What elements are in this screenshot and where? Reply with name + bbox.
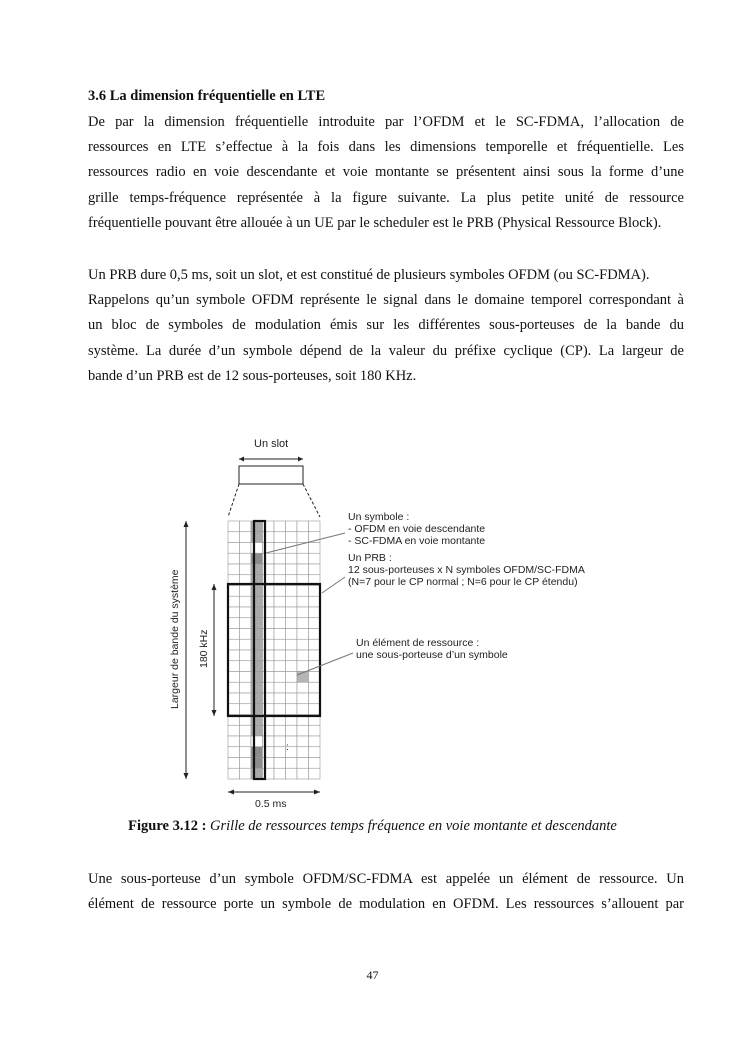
grid-cell <box>286 768 298 779</box>
slot-guide-right <box>303 484 320 517</box>
grid-cell <box>297 736 309 747</box>
grid-cell <box>309 629 321 640</box>
grid-cell <box>251 607 263 618</box>
grid-cell <box>274 650 286 661</box>
grid-cell <box>309 747 321 758</box>
duration-label: 0.5 ms <box>255 798 287 810</box>
grid-cell <box>228 768 240 779</box>
grid-cell <box>274 553 286 564</box>
grid-cell <box>274 618 286 629</box>
grid-cell <box>228 704 240 715</box>
grid-cell <box>297 747 309 758</box>
grid-cell <box>228 596 240 607</box>
grid-cell <box>297 586 309 597</box>
grid-cell <box>274 672 286 683</box>
grid-cell <box>240 553 252 564</box>
grid-cell <box>251 758 263 769</box>
grid-cell <box>240 682 252 693</box>
grid-cell <box>228 693 240 704</box>
grid-cell <box>274 586 286 597</box>
grid-cell <box>274 693 286 704</box>
grid-cell <box>309 564 321 575</box>
text-line: De par la dimension fréquentielle introduite par l’OFDM et le SC-FDMA, l’allocation de <box>88 114 684 130</box>
slot-guide-left <box>228 484 239 517</box>
grid-cell <box>251 661 263 672</box>
grid-cell <box>309 607 321 618</box>
grid-cell <box>309 725 321 736</box>
grid-cell <box>251 682 263 693</box>
grid-cell <box>274 682 286 693</box>
grid-cell <box>228 543 240 554</box>
grid-cell <box>251 672 263 683</box>
prb-label-detail: 12 sous-porteuses x N symboles OFDM/SC-FDMA <box>348 564 585 576</box>
grid-cell <box>274 521 286 532</box>
grid-cell <box>251 532 263 543</box>
text-line: système. La durée d’un symbole dépend de la valeur du préfixe cyclique (CP). La largeur de <box>88 342 684 359</box>
prb-pointer <box>322 577 345 593</box>
grid-cell <box>228 532 240 543</box>
grid-cell <box>240 650 252 661</box>
caption-text: Grille de ressources temps fréquence en voie montante et descendante <box>210 818 617 834</box>
grid-cell <box>297 564 309 575</box>
text-line: Une sous-porteuse d’un symbole OFDM/SC-FDMA est appelée un élément de ressource. Un <box>88 871 684 887</box>
grid-cell <box>309 521 321 532</box>
grid-cell <box>309 693 321 704</box>
grid-cell <box>240 618 252 629</box>
grid-cell <box>297 532 309 543</box>
grid-cell <box>228 747 240 758</box>
grid-cell <box>251 629 263 640</box>
grid-cell <box>297 768 309 779</box>
grid-cell <box>297 607 309 618</box>
grid-cell <box>240 586 252 597</box>
paragraph-element <box>88 867 684 917</box>
grid-cell <box>286 607 298 618</box>
grid-cell <box>274 704 286 715</box>
grid-cell <box>286 661 298 672</box>
grid-cell <box>228 672 240 683</box>
grid-cell <box>251 564 263 575</box>
grid-cell <box>309 672 321 683</box>
grid-cell <box>297 629 309 640</box>
grid-cell <box>297 725 309 736</box>
grid-cell <box>228 629 240 640</box>
grid-cell <box>309 639 321 650</box>
grid-cell <box>274 768 286 779</box>
grid-cell <box>240 725 252 736</box>
grid-cell <box>240 596 252 607</box>
grid-cell <box>251 650 263 661</box>
grid-cell <box>309 650 321 661</box>
text-line: bande d’un PRB est de 12 sous-porteuses, soit 180 KHz. <box>88 367 417 384</box>
grid-cell <box>228 553 240 564</box>
grid-cell <box>309 586 321 597</box>
grid-cell <box>240 564 252 575</box>
grid-cell <box>286 725 298 736</box>
grid-cell <box>286 596 298 607</box>
grid-cell <box>240 693 252 704</box>
grid-cell <box>309 704 321 715</box>
grid-cell <box>297 618 309 629</box>
prb-label-note: (N=7 pour le CP normal ; N=6 pour le CP étendu) <box>348 576 578 588</box>
grid-cell <box>240 672 252 683</box>
grid-cell <box>251 521 263 532</box>
grid-cell <box>286 564 298 575</box>
grid-cell <box>251 553 263 564</box>
grid-cell <box>240 661 252 672</box>
element-label-detail: une sous-porteuse d’un symbole <box>356 649 508 661</box>
grid-cell <box>251 693 263 704</box>
grid-cell <box>297 704 309 715</box>
grid-cell <box>297 521 309 532</box>
grid-cell <box>274 639 286 650</box>
grid-cell <box>251 704 263 715</box>
grid-cell <box>274 607 286 618</box>
element-label-title: Un élément de ressource : <box>356 637 480 649</box>
text-line: grille temps-fréquence représentée à la figure suivante. La plus petite unité de ressource <box>88 189 684 206</box>
grid-cell <box>309 543 321 554</box>
grid-cell <box>286 521 298 532</box>
grid-cell <box>309 736 321 747</box>
system-bandwidth-label: Largeur de bande du système <box>169 569 181 709</box>
ellipsis-mark: : <box>286 742 289 753</box>
grid-cell <box>286 693 298 704</box>
grid-cell <box>297 758 309 769</box>
grid-cell <box>251 747 263 758</box>
grid-cell <box>274 725 286 736</box>
resource-grid <box>228 521 320 779</box>
grid-cell <box>228 564 240 575</box>
grid-cell <box>228 639 240 650</box>
grid-cell <box>240 629 252 640</box>
grid-cell <box>251 768 263 779</box>
text-line: ressources en LTE s’effectue à la fois dans les dimensions temporelle et fréquentielle. Les <box>88 139 684 156</box>
grid-cell <box>240 607 252 618</box>
grid-cell <box>274 758 286 769</box>
grid-cell <box>240 747 252 758</box>
text-line: un bloc de symboles de modulation émis sur les différentes sous-porteuses de la bande du <box>88 317 684 334</box>
grid-cell <box>286 682 298 693</box>
grid-cell <box>251 736 263 747</box>
symbol-label-title: Un symbole : <box>348 511 410 523</box>
grid-cell <box>274 564 286 575</box>
grid-cell <box>286 629 298 640</box>
grid-cell <box>297 650 309 661</box>
grid-cell <box>228 661 240 672</box>
grid-cell <box>286 704 298 715</box>
grid-cell <box>274 629 286 640</box>
grid-cell <box>297 596 309 607</box>
text-line: fréquentielle pouvant être allouée à un UE par le scheduler est le PRB (Physical Ressource Block). <box>88 214 662 231</box>
text-line: Rappelons qu’un symbole OFDM représente le signal dans le domaine temporel correspondant à <box>88 292 684 309</box>
grid-cell <box>251 639 263 650</box>
symbol-label-uplink: - SC-FDMA en voie montante <box>348 535 486 547</box>
prb-label-title: Un PRB : <box>348 552 392 564</box>
grid-cell <box>240 521 252 532</box>
grid-cell <box>286 672 298 683</box>
grid-cell <box>297 553 309 564</box>
grid-cell <box>309 618 321 629</box>
slot-label: Un slot <box>254 438 289 450</box>
grid-cell <box>274 736 286 747</box>
grid-cell <box>240 543 252 554</box>
grid-cell <box>228 618 240 629</box>
slot-box <box>239 466 303 484</box>
grid-cell <box>240 704 252 715</box>
grid-cell <box>274 532 286 543</box>
paragraph-intro <box>88 110 684 236</box>
text-line: ressources radio en voie descendante et voie montante se présentent ainsi sous la forme d’une <box>88 164 684 181</box>
grid-cell <box>228 682 240 693</box>
grid-cell <box>240 532 252 543</box>
grid-cell <box>228 650 240 661</box>
grid-cell <box>297 639 309 650</box>
grid-cell <box>274 747 286 758</box>
symbol-label-downlink: - OFDM en voie descendante <box>348 523 486 535</box>
grid-cell <box>240 758 252 769</box>
grid-cell <box>297 682 309 693</box>
grid-cell <box>240 639 252 650</box>
grid-cell <box>228 607 240 618</box>
grid-cell <box>297 693 309 704</box>
grid-cell <box>251 618 263 629</box>
grid-cell <box>286 639 298 650</box>
grid-cell <box>251 586 263 597</box>
grid-cell <box>251 596 263 607</box>
grid-cell <box>228 521 240 532</box>
grid-cell <box>240 736 252 747</box>
grid-cell <box>228 725 240 736</box>
text-line: élément de ressource porte un symbole de modulation en OFDM. Les ressources s’allouent par <box>88 896 684 913</box>
grid-cell <box>286 618 298 629</box>
page-number: 47 <box>366 968 379 982</box>
grid-cell <box>274 596 286 607</box>
section-heading: 3.6 La dimension fréquentielle en LTE <box>88 88 326 104</box>
grid-cell <box>286 650 298 661</box>
grid-cell <box>286 532 298 543</box>
grid-cell <box>286 758 298 769</box>
grid-cell <box>309 768 321 779</box>
text-line: Un PRB dure 0,5 ms, soit un slot, et est constitué de plusieurs symboles OFDM (ou SC-FDMA). <box>88 267 650 283</box>
prb-bandwidth-label: 180 kHz <box>198 629 210 668</box>
resource-grid-figure <box>150 425 650 815</box>
grid-cell <box>251 543 263 554</box>
grid-cell <box>228 736 240 747</box>
grid-cell <box>309 553 321 564</box>
caption-prefix: Figure 3.12 : <box>128 818 207 834</box>
grid-cell <box>297 661 309 672</box>
grid-cell <box>240 768 252 779</box>
paragraph-prb <box>88 263 684 389</box>
grid-cell <box>274 543 286 554</box>
grid-cell <box>309 682 321 693</box>
figure-caption <box>0 818 745 835</box>
grid-cell <box>274 661 286 672</box>
grid-cell <box>251 725 263 736</box>
grid-cell <box>286 553 298 564</box>
grid-cell <box>309 596 321 607</box>
grid-cell <box>309 758 321 769</box>
grid-cell <box>286 586 298 597</box>
grid-cell <box>228 758 240 769</box>
grid-cell <box>228 586 240 597</box>
